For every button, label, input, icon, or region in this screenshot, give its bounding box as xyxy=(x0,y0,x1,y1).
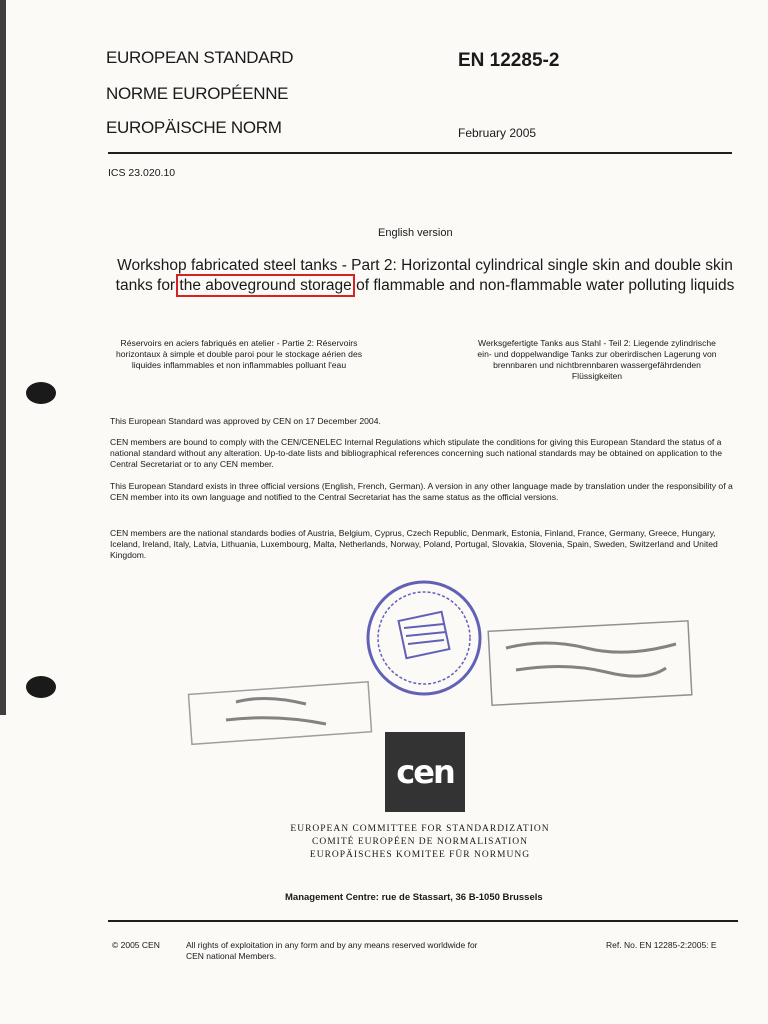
highlighted-phrase: the aboveground storage xyxy=(179,277,352,294)
language-version: English version xyxy=(378,227,453,239)
rectangular-stamp-left xyxy=(186,680,376,750)
title-part-a: Workshop fabricated steel tanks - Part 2: Horizontal cylindrical single skin and double skin tanks for xyxy=(115,257,733,294)
members-obligation-paragraph: CEN members are bound to comply with the CEN/CENELEC Internal Regulations which stipulate the conditions for giving this European Standard the status of a national standard without any alteration. Up-to-date lists and bibliographical references concerning such national standards may be obtained on application to the Central Secretariat or to any CEN member. xyxy=(110,437,722,469)
french-title: Réservoirs en aciers fabriqués en atelier - Partie 2: Réservoirs horizontaux à simple et double paroi pour le stockage aérien des liquides inflammables et non inflammables polluant l'eau xyxy=(115,338,363,370)
management-centre-address: Management Centre: rue de Stassart, 36 B-1050 Brussels xyxy=(285,892,543,903)
document-title xyxy=(110,256,740,296)
scan-edge-shadow xyxy=(0,0,6,715)
punch-hole-top xyxy=(26,382,56,404)
punch-hole-bottom xyxy=(26,676,56,698)
committee-name-fr: COMITÉ EUROPÉEN DE NORMALISATION xyxy=(312,837,528,847)
copyright: © 2005 CEN xyxy=(112,940,160,950)
cen-logo xyxy=(385,732,465,812)
reference-number: Ref. No. EN 12285-2:2005: E xyxy=(606,940,717,950)
approval-paragraph: This European Standard was approved by CEN on 17 December 2004. xyxy=(110,416,381,426)
official-versions-paragraph: This European Standard exists in three official versions (English, French, German). A version in any other language made by translation under the responsibility of a CEN member into its own language and notified to the Central Secretariat has the same status as the official versions. xyxy=(110,481,733,502)
committee-name-en: EUROPEAN COMMITTEE FOR STANDARDIZATION xyxy=(290,824,550,834)
rectangular-stamp-right xyxy=(486,618,696,708)
ics-code: ICS 23.020.10 xyxy=(108,167,176,179)
committee-name-de: EUROPÄISCHES KOMITEE FÜR NORMUNG xyxy=(309,850,531,860)
cen-logo-text: cen xyxy=(396,753,454,791)
standard-label-en: EUROPEAN STANDARD xyxy=(106,48,294,67)
round-stamp xyxy=(364,578,484,698)
standard-label-fr: NORME EUROPÉENNE xyxy=(106,84,289,103)
standard-code: EN 12285-2 xyxy=(458,50,560,71)
rights-notice: All rights of exploitation in any form and by any means reserved worldwide for CEN national Members. xyxy=(186,940,478,961)
footer-rule xyxy=(108,920,738,922)
publication-date: February 2005 xyxy=(458,126,537,140)
german-title: Werksgefertigte Tanks aus Stahl - Teil 2: Liegende zylindrische ein- und doppelwandige Tanks zur oberirdischen Lagerung von brennbaren und nichtbrennbaren wassergefährdenden Flüssigkeiten xyxy=(477,338,717,381)
header-rule xyxy=(108,152,732,154)
title-part-b: of flammable and non-flammable water polluting liquids xyxy=(356,277,735,294)
standard-label-de: EUROPÄISCHE NORM xyxy=(106,118,282,137)
member-countries-paragraph: CEN members are the national standards bodies of Austria, Belgium, Cyprus, Czech Republic, Denmark, Estonia, Finland, France, Germany, Greece, Hungary, Iceland, Ireland, Italy, Latvia, Lithuania, Luxembourg, Malta, Netherlands, Norway, Poland, Portugal, Slovakia, Slovenia, Spain, Sweden, Switzerland and United Kingdom. xyxy=(110,528,718,560)
